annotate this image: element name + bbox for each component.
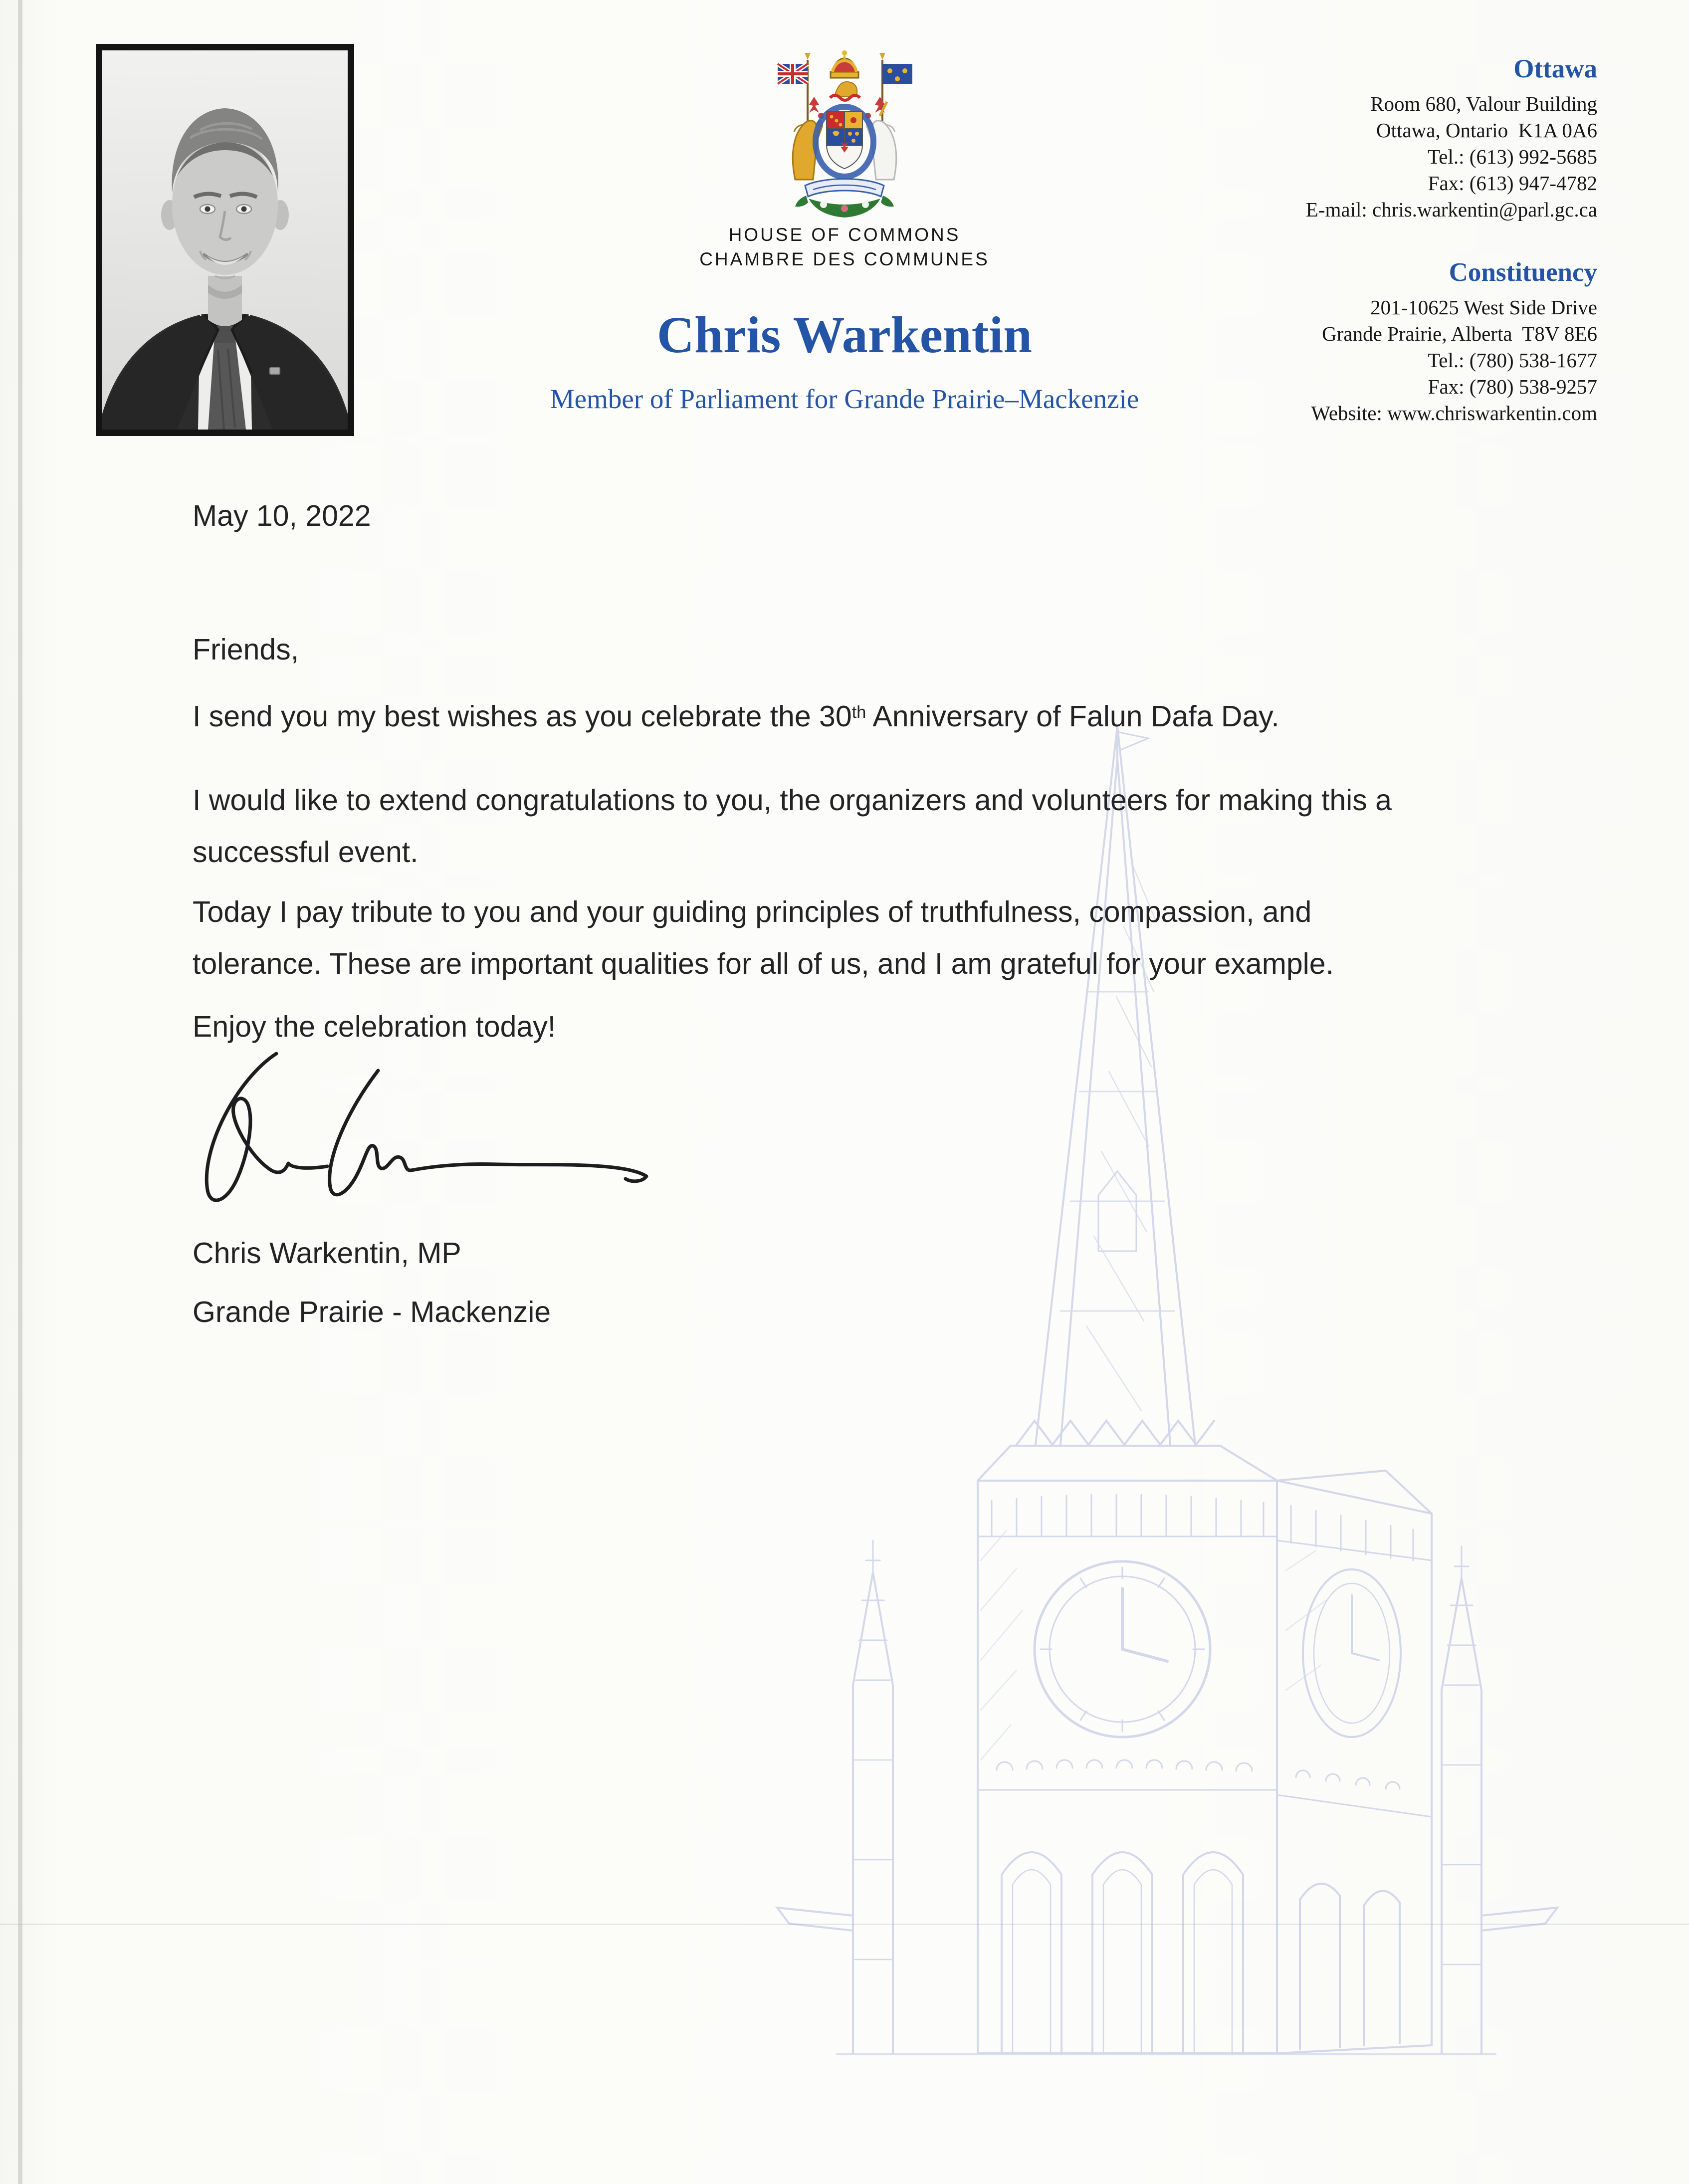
ottawa-heading: Ottawa [1513, 54, 1597, 83]
paragraph-anniversary [193, 690, 1589, 747]
canada-coat-of-arms [761, 46, 928, 221]
page-title: Chris Warkentin [656, 306, 1033, 364]
paragraph-text: Anniversary of Falun Dafa Day. [866, 700, 1279, 733]
paragraph-line: successful event. [193, 836, 419, 869]
salutation: Friends, [193, 633, 299, 666]
paragraph-line: I would like to extend congratulations to you, the organizers and volunteers for making this a [193, 784, 1392, 817]
paragraph-line: tolerance. These are important qualities for all of us, and I am grateful for your example. [193, 947, 1334, 980]
constituency-website-line: Website: www.chriswarkentin.com [1311, 402, 1597, 425]
mp-role-subtitle: Member of Parliament for Grande Prairie–Mackenzie [550, 384, 1139, 414]
constituency-tel-line: Tel.: (780) 538-1677 [1428, 349, 1597, 372]
ottawa-contact-block [1306, 54, 1597, 223]
org-line-en: HOUSE OF COMMONS [728, 224, 961, 245]
constituency-address-line: 201-10625 West Side Drive [1370, 296, 1597, 319]
closing-riding: Grande Prairie - Mackenzie [193, 1296, 551, 1328]
constituency-address-line: Grande Prairie, Alberta T8V 8E6 [1322, 322, 1597, 345]
closing-name: Chris Warkentin, MP [193, 1237, 461, 1270]
letter-date: May 10, 2022 [193, 499, 371, 532]
paragraph-enjoy: Enjoy the celebration today! [193, 1010, 556, 1043]
ottawa-fax-line: Fax: (613) 947-4782 [1428, 172, 1597, 195]
org-line-fr: CHAMBRE DES COMMUNES [699, 249, 990, 269]
paragraph-line: Today I pay tribute to you and your guiding principles of truthfulness, compassion, and [193, 895, 1312, 928]
ottawa-address-line: Room 680, Valour Building [1370, 92, 1597, 115]
paragraph-text: I send you my best wishes as you celebrate the 30 [193, 700, 852, 733]
ottawa-address-line: Ottawa, Ontario K1A 0A6 [1376, 119, 1597, 142]
constituency-contact-block [1311, 257, 1597, 427]
handwritten-signature [178, 1044, 706, 1211]
constituency-fax-line: Fax: (780) 538-9257 [1428, 375, 1597, 398]
paragraph-congratulations [193, 774, 1589, 878]
constituency-heading: Constituency [1449, 258, 1597, 287]
ordinal-superscript: th [851, 702, 866, 722]
ottawa-tel-line: Tel.: (613) 992-5685 [1428, 145, 1597, 168]
ottawa-email-line: E-mail: chris.warkentin@parl.gc.ca [1305, 198, 1597, 221]
paragraph-tribute [193, 886, 1589, 990]
paper-fold-crease [0, 1924, 1689, 1925]
